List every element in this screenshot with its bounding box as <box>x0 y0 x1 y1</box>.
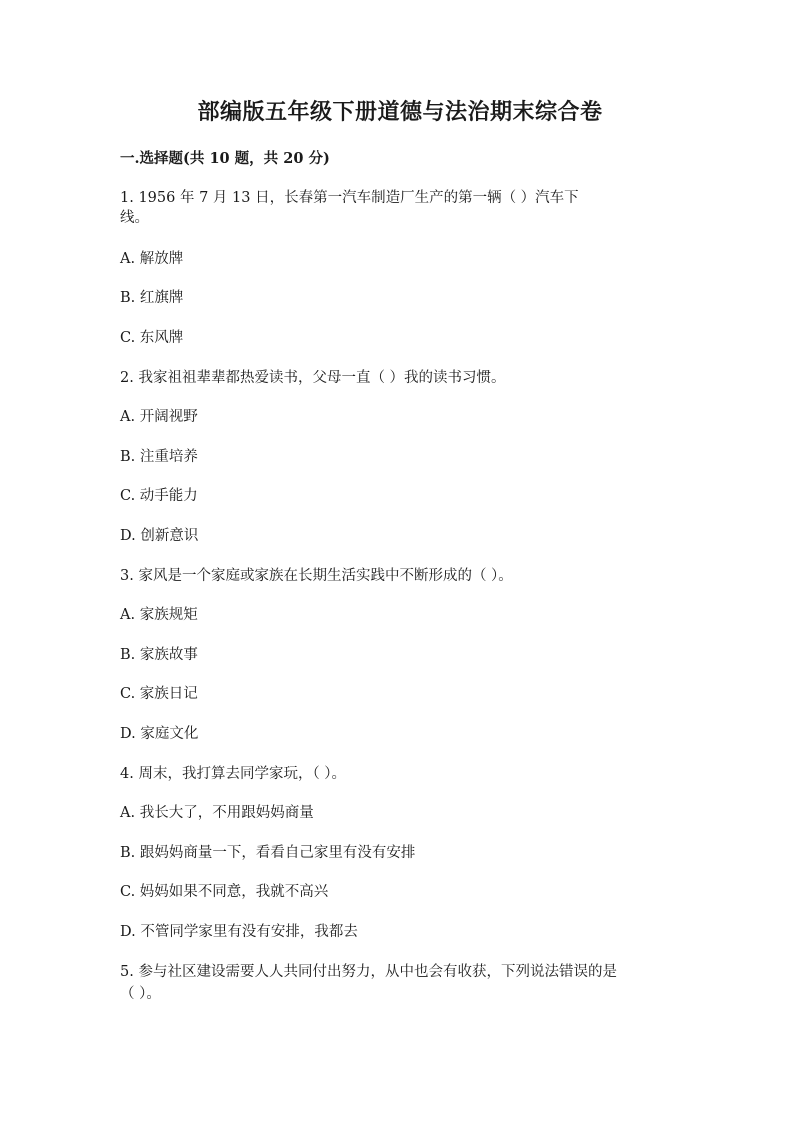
question-4-option-a: A. 我长大了，不用跟妈妈商量 <box>120 805 314 821</box>
question-2-option-c: C. 动手能力 <box>120 488 198 504</box>
question-1-option-c: C. 东风牌 <box>120 330 184 346</box>
section-heading: 一.选择题(共 10 题，共 20 分) <box>120 150 330 167</box>
question-3-option-a: A. 家族规矩 <box>120 607 198 623</box>
question-3-option-c: C. 家族日记 <box>120 686 198 702</box>
question-5-stem: 5. 参与社区建设需要人人共同付出努力，从中也会有收获，下列说法错误的是 <box>120 964 617 980</box>
question-2-stem: 2. 我家祖祖辈辈都热爱读书，父母一直（ ）我的读书习惯。 <box>120 370 506 386</box>
exam-title: 部编版五年级下册道德与法治期末综合卷 <box>197 99 603 125</box>
question-4-option-d: D. 不管同学家里有没有安排，我都去 <box>120 924 358 940</box>
question-3-option-d: D. 家庭文化 <box>120 726 199 742</box>
question-1-option-a: A. 解放牌 <box>120 251 184 267</box>
question-3-stem: 3. 家风是一个家庭或家族在长期生活实践中不断形成的（ ）。 <box>120 568 513 584</box>
question-1-stem-continued: 线。 <box>120 210 149 226</box>
question-4-stem: 4. 周末，我打算去同学家玩，（ ）。 <box>120 766 347 782</box>
question-2-option-b: B. 注重培养 <box>120 449 198 465</box>
question-4-option-b: B. 跟妈妈商量一下，看看自己家里有没有安排 <box>120 845 416 861</box>
question-1-stem: 1. 1956 年 7 月 13 日，长春第一汽车制造厂生产的第一辆（ ）汽车下 <box>120 190 579 206</box>
question-3-option-b: B. 家族故事 <box>120 647 198 663</box>
question-2-option-a: A. 开阔视野 <box>120 409 198 425</box>
question-4-option-c: C. 妈妈如果不同意，我就不高兴 <box>120 884 329 900</box>
question-1-option-b: B. 红旗牌 <box>120 290 184 306</box>
question-2-option-d: D. 创新意识 <box>120 528 199 544</box>
question-5-stem-continued: （ ）。 <box>120 986 161 1002</box>
